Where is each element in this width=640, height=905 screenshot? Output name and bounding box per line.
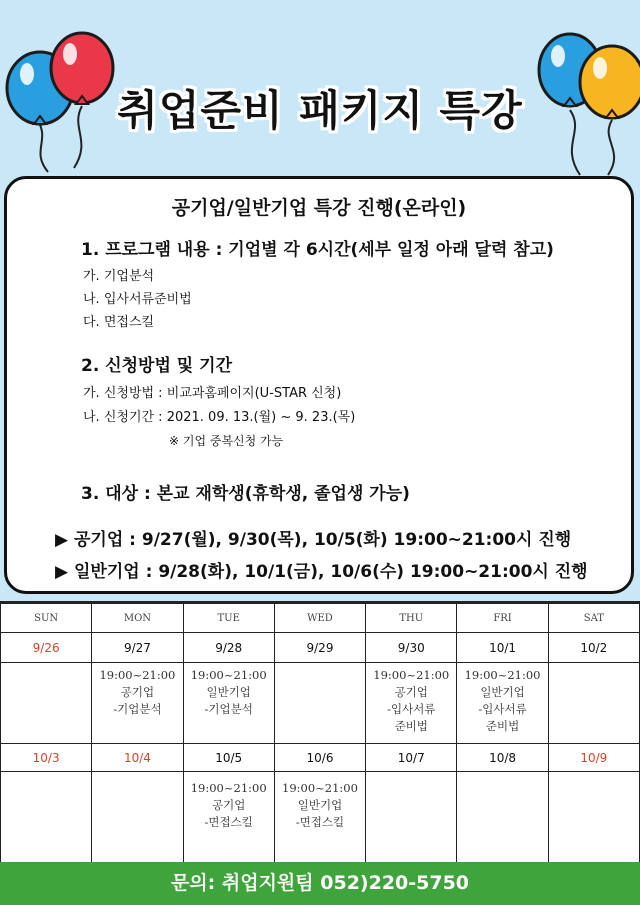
date-cell: 10/9 xyxy=(548,744,639,772)
event-cell xyxy=(274,663,365,744)
event-cell xyxy=(548,663,639,744)
card-title: 공기업/일반기업 특강 진행(온라인) xyxy=(171,197,467,219)
date-cell: 10/7 xyxy=(366,744,457,772)
date-cell: 10/1 xyxy=(457,633,548,663)
weekday-header: THU xyxy=(366,603,457,633)
date-cell: 9/28 xyxy=(183,633,274,663)
event-company-type: 공기업 xyxy=(212,798,246,812)
event-topic: -기업분석 xyxy=(113,702,162,716)
date-cell: 9/27 xyxy=(92,633,183,663)
event-topic-cont: 준비법 xyxy=(394,719,428,733)
schedule-private: ▶ 일반기업 : 9/28(화), 10/1(금), 10/6(수) 19:00~21:00시 진행 xyxy=(55,562,588,582)
event-topic: -입사서류 xyxy=(387,702,436,716)
date-cell: 9/26 xyxy=(1,633,92,663)
event-cell xyxy=(366,663,457,744)
event-company-type: 공기업 xyxy=(394,685,428,699)
date-cell: 10/5 xyxy=(183,744,274,772)
contact-footer: 문의: 취업지원팀 052)220-5750 xyxy=(0,862,640,905)
event-company-type: 일반기업 xyxy=(480,685,525,699)
event-time: 19:00~21:00 xyxy=(190,781,267,795)
section1-item: 다. 면접스킬 xyxy=(83,315,155,330)
weekday-header: MON xyxy=(92,603,183,633)
week1-event-row xyxy=(1,663,640,744)
event-company-type: 일반기업 xyxy=(297,798,343,812)
event-topic: -기업분석 xyxy=(204,702,253,716)
calendar-table xyxy=(0,601,640,880)
event-time: 19:00~21:00 xyxy=(99,668,176,682)
event-company-type: 공기업 xyxy=(120,685,155,699)
section1-item: 나. 입사서류준비법 xyxy=(83,292,192,307)
section2-heading: 2. 신청방법 및 기간 xyxy=(81,356,232,376)
schedule-public: ▶ 공기업 : 9/27(월), 9/30(목), 10/5(화) 19:00~21:00시 진행 xyxy=(55,530,572,550)
event-company-type: 일반기업 xyxy=(206,685,251,699)
event-topic: -입사서류 xyxy=(478,702,527,716)
header xyxy=(0,0,640,178)
weekday-header: TUE xyxy=(183,603,274,633)
event-topic-cont: 준비법 xyxy=(485,719,520,733)
date-cell: 9/30 xyxy=(366,633,457,663)
event-topic: -면접스킬 xyxy=(204,815,253,829)
date-cell: 9/29 xyxy=(274,633,365,663)
weekday-header-row xyxy=(1,603,640,633)
event-cell xyxy=(92,663,183,744)
event-time: 19:00~21:00 xyxy=(373,668,450,682)
event-cell xyxy=(183,663,274,744)
date-cell: 10/3 xyxy=(1,744,92,772)
event-time: 19:00~21:00 xyxy=(464,668,541,682)
week2-date-row xyxy=(1,744,640,772)
event-topic: -면접스킬 xyxy=(295,815,345,829)
page-title: 취업준비 패키지 특강 xyxy=(117,86,523,135)
date-cell: 10/2 xyxy=(548,633,639,663)
date-cell: 10/6 xyxy=(274,744,365,772)
section3-heading: 3. 대상 : 본교 재학생(휴학생, 졸업생 가능) xyxy=(81,484,410,504)
event-cell xyxy=(1,663,92,744)
info-card xyxy=(4,176,634,594)
section1-item: 가. 기업분석 xyxy=(83,269,155,284)
event-time: 19:00~21:00 xyxy=(282,781,358,795)
week1-date-row xyxy=(1,633,640,663)
weekday-header: SAT xyxy=(548,603,639,633)
weekday-header: WED xyxy=(274,603,365,633)
date-cell: 10/8 xyxy=(457,744,548,772)
weekday-header: FRI xyxy=(457,603,548,633)
section2-item: 나. 신청기간 : 2021. 09. 13.(월) ~ 9. 23.(목) xyxy=(83,410,356,425)
event-time: 19:00~21:00 xyxy=(190,668,267,682)
section2-item: 가. 신청방법 : 비교과홈페이지(U-STAR 신청) xyxy=(83,386,342,401)
date-cell: 10/4 xyxy=(92,744,183,772)
section2-note: ※ 기업 중복신청 가능 xyxy=(169,434,284,448)
weekday-header: SUN xyxy=(1,603,92,633)
section1-heading: 1. 프로그램 내용 : 기업별 각 6시간(세부 일정 아래 달력 참고) xyxy=(81,240,554,260)
event-cell xyxy=(457,663,548,744)
calendar xyxy=(0,601,640,862)
